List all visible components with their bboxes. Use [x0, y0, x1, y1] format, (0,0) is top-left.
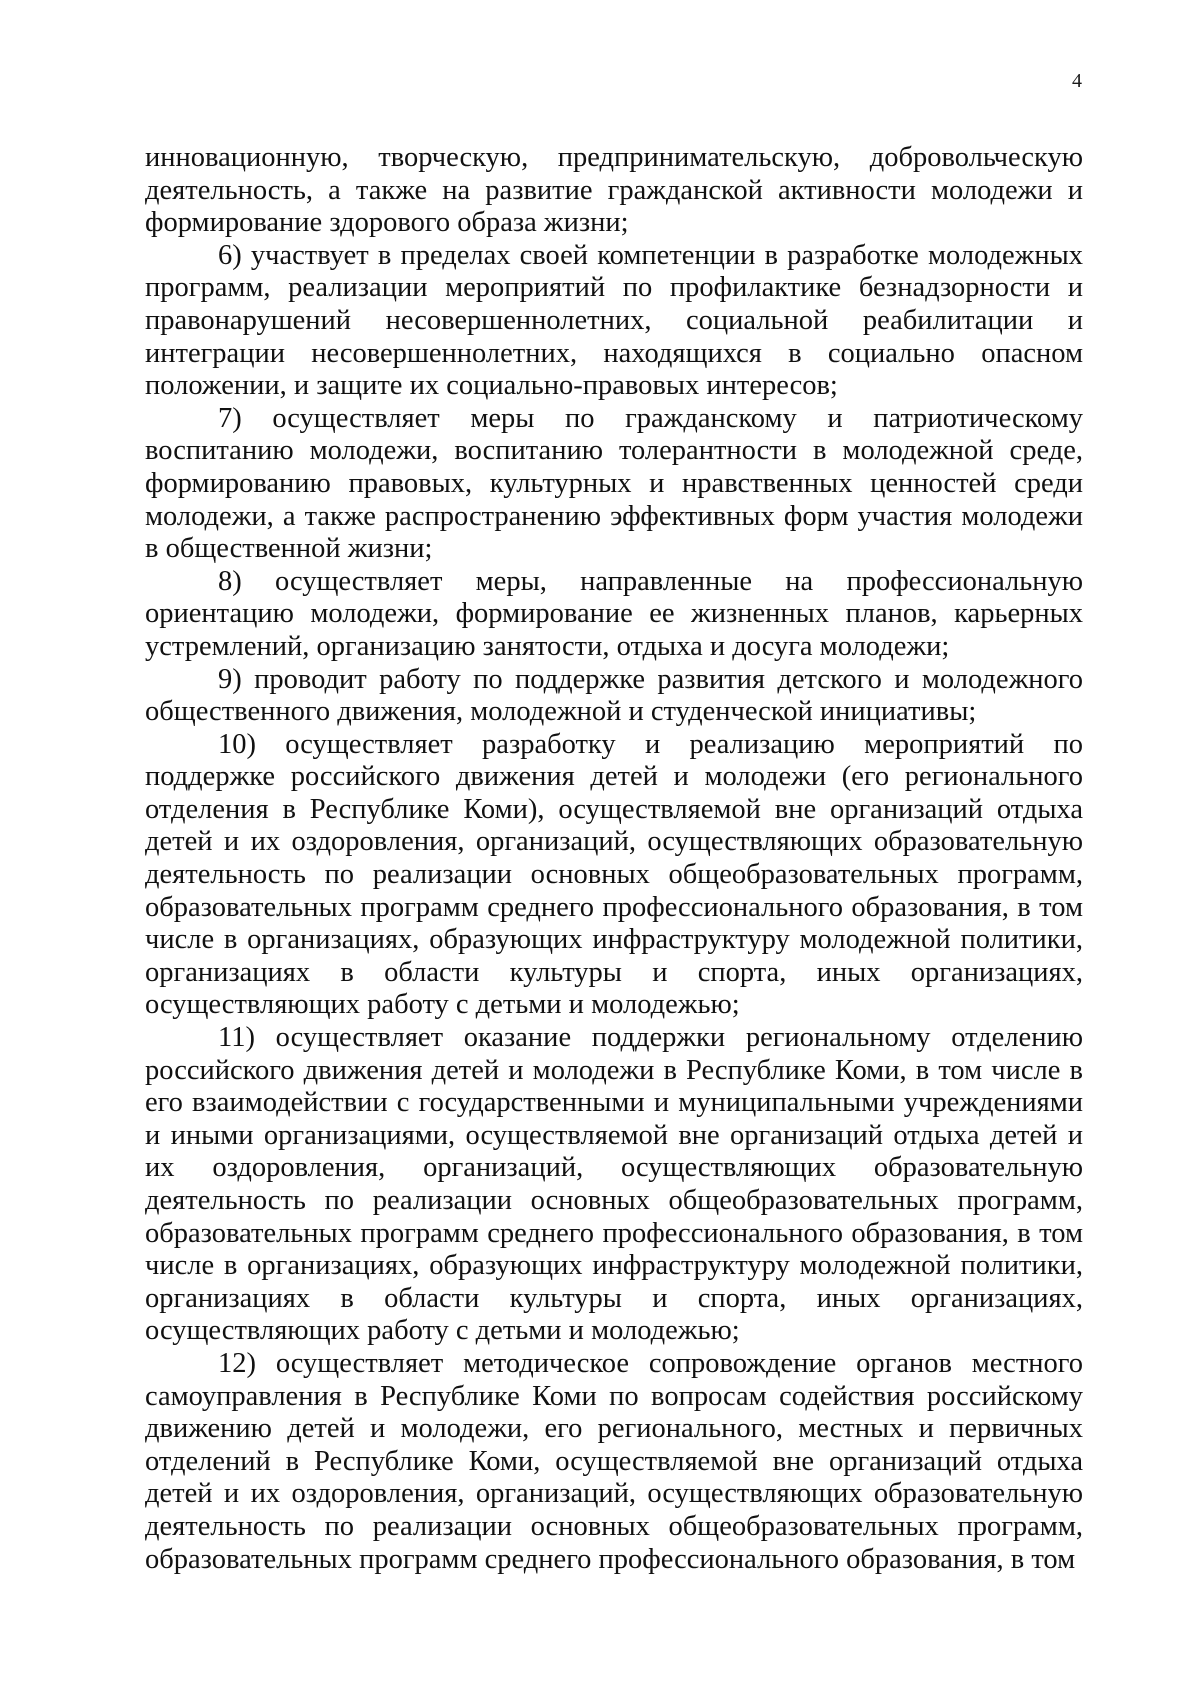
paragraph-item-6: 6) участвует в пределах своей компетенции в разработке молодежных программ, реализации мероприятий по профилактике безнадзорности и правонарушений несовершеннолетних, социальной реабилитации и интеграции несовершеннолетних, находящихся в социально опасном положении, и защите их социально-правовых интересов;: [145, 239, 1083, 402]
paragraph-continuation: инновационную, творческую, предпринимательскую, добровольческую деятельность, а также на развитие гражданской активности молодежи и формирование здорового образа жизни;: [145, 142, 1083, 239]
paragraph-item-9: 9) проводит работу по поддержке развития детского и молодежного общественного движения, молодежной и студенческой инициативы;: [145, 663, 1083, 728]
paragraph-item-11: 11) осуществляет оказание поддержки региональному отделению российского движения детей и молодежи в Республике Коми, в том числе в его взаимодействии с государственными и муниципальными учреждениями и иными организациями, осуществляемой вне организаций отдыха детей и их оздоровления, организаций, осуществляющих образовательную деятельность по реализации основных общеобразовательных программ, образовательных программ среднего профессионального образования, в том числе в организациях, образующих инфраструктуру молодежной политики, организациях в области культуры и спорта, иных организациях, осуществляющих работу с детьми и молодежью;: [145, 1022, 1083, 1347]
document-body: [145, 142, 1083, 1576]
page-number: 4: [1072, 70, 1082, 92]
paragraph-item-7: 7) осуществляет меры по гражданскому и патриотическому воспитанию молодежи, воспитанию толерантности в молодежной среде, формированию правовых, культурных и нравственных ценностей среди молодежи, а также распространению эффективных форм участия молодежи в общественной жизни;: [145, 402, 1083, 565]
paragraph-item-8: 8) осуществляет меры, направленные на профессиональную ориентацию молодежи, формирование ее жизненных планов, карьерных устремлений, организацию занятости, отдыха и досуга молодежи;: [145, 565, 1083, 662]
paragraph-item-12: 12) осуществляет методическое сопровождение органов местного самоуправления в Республике Коми по вопросам содействия российскому движению детей и молодежи, его регионального, местных и первичных отделений в Республике Коми, осуществляемой вне организаций отдыха детей и их оздоровления, организаций, осуществляющих образовательную деятельность по реализации основных общеобразовательных программ, образовательных программ среднего профессионального образования, в том: [145, 1347, 1083, 1575]
paragraph-item-10: 10) осуществляет разработку и реализацию мероприятий по поддержке российского движения детей и молодежи (его регионального отделения в Республике Коми), осуществляемой вне организаций отдыха детей и их оздоровления, организаций, осуществляющих образовательную деятельность по реализации основных общеобразовательных программ, образовательных программ среднего профессионального образования, в том числе в организациях, образующих инфраструктуру молодежной политики, организациях в области культуры и спорта, иных организациях, осуществляющих работу с детьми и молодежью;: [145, 728, 1083, 1021]
